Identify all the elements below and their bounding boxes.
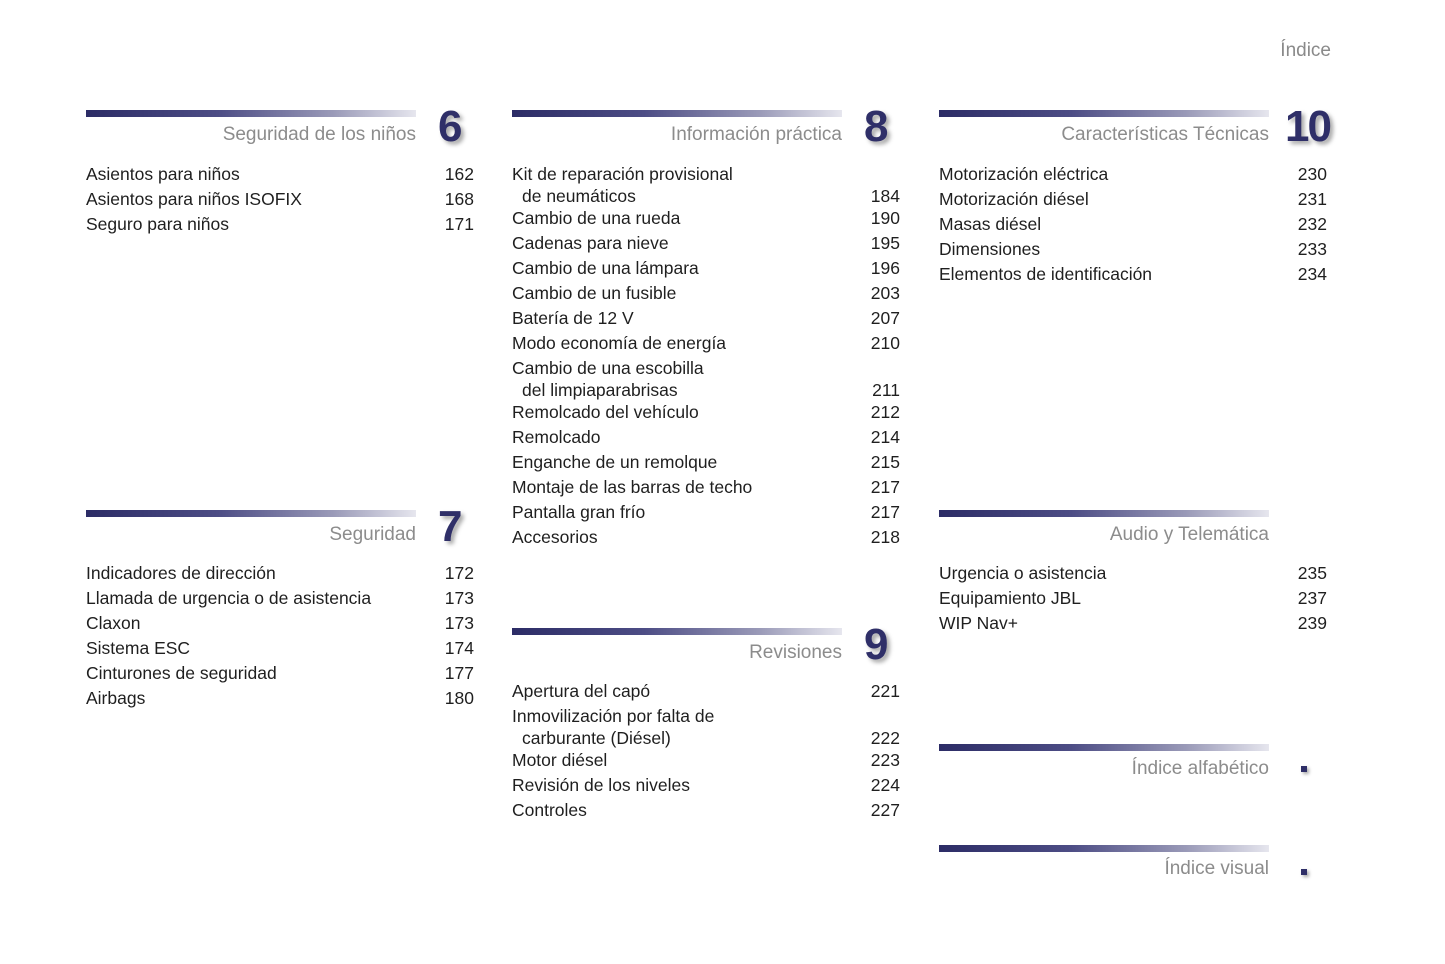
toc-entry[interactable]: [86, 661, 476, 686]
section-practical-info: [512, 102, 902, 547]
section-child-safety: [86, 102, 476, 234]
chapter-number[interactable]: 10: [1285, 102, 1330, 151]
section-bar: [939, 110, 1269, 117]
toc-entry-label: Controles: [512, 800, 587, 820]
toc-entry-page: 171: [444, 214, 474, 234]
toc-entry[interactable]: [512, 400, 902, 425]
toc-entry-page: 168: [444, 189, 474, 209]
toc-list: [86, 162, 476, 237]
chapter-number[interactable]: 7: [438, 502, 461, 551]
toc-entry[interactable]: [86, 162, 476, 187]
toc-entry-page: 218: [870, 527, 900, 547]
toc-entry-page: 210: [870, 333, 900, 353]
toc-entry-label: Seguro para niños: [86, 214, 230, 234]
toc-entry-label: Inmovilización por falta de: [512, 706, 715, 726]
toc-list: [512, 162, 902, 550]
section-maintenance: [512, 620, 902, 820]
toc-entry[interactable]: [512, 679, 902, 704]
toc-entry-page: 162: [444, 164, 474, 184]
toc-entry[interactable]: [512, 450, 902, 475]
toc-entry-label: Asientos para niños ISOFIX: [86, 189, 302, 209]
section-header: [86, 502, 476, 554]
toc-entry-page: 239: [1297, 613, 1327, 633]
toc-entry-label: Cambio de una rueda: [512, 208, 681, 228]
bullet-marker-icon: [1301, 766, 1307, 772]
section-header: [86, 102, 476, 154]
toc-entry[interactable]: [512, 306, 902, 331]
section-title[interactable]: Información práctica: [670, 124, 842, 145]
section-title[interactable]: Características Técnicas: [1061, 124, 1269, 145]
toc-list: [939, 561, 1329, 636]
toc-entry[interactable]: [512, 231, 902, 256]
toc-entry-label-continued: del limpiaparabrisas: [522, 380, 678, 400]
toc-entry[interactable]: [86, 561, 476, 586]
toc-entry[interactable]: [86, 686, 476, 711]
chapter-number[interactable]: 8: [864, 102, 887, 151]
toc-entry-page: 174: [444, 638, 474, 658]
section-header: [939, 510, 1329, 554]
toc-entry-page: 222: [870, 728, 900, 748]
toc-entry-label: Accesorios: [512, 527, 598, 547]
toc-entry[interactable]: [512, 206, 902, 231]
toc-entry-label: Airbags: [86, 688, 146, 708]
toc-entry-page: 233: [1297, 239, 1327, 259]
toc-entry[interactable]: [86, 187, 476, 212]
toc-entry-label: Cinturones de seguridad: [86, 663, 277, 683]
toc-entry-page: 215: [870, 452, 900, 472]
toc-entry-page: 217: [870, 477, 900, 497]
toc-entry[interactable]: [512, 425, 902, 450]
page-header-title: Índice: [1280, 40, 1331, 61]
toc-entry[interactable]: [512, 704, 902, 748]
section-bar: [86, 510, 416, 517]
toc-entry-label: Asientos para niños: [86, 164, 240, 184]
toc-entry-label: Urgencia o asistencia: [939, 563, 1107, 583]
toc-entry-page: 223: [870, 750, 900, 770]
section-safety: [86, 502, 476, 708]
chapter-number[interactable]: 6: [438, 102, 461, 151]
toc-entry[interactable]: [939, 262, 1329, 287]
section-bar: [512, 628, 842, 635]
section-title[interactable]: Índice alfabético: [1131, 758, 1269, 779]
section-bar: [86, 110, 416, 117]
toc-entry-label: Claxon: [86, 613, 141, 633]
toc-entry-label: Enganche de un remolque: [512, 452, 718, 472]
toc-entry-page: 237: [1297, 588, 1327, 608]
section-bar: [939, 510, 1269, 517]
toc-entry-label: Batería de 12 V: [512, 308, 634, 328]
section-title[interactable]: Índice visual: [1164, 858, 1269, 879]
toc-entry-page: 232: [1297, 214, 1327, 234]
section-title[interactable]: Audio y Telemática: [1109, 524, 1269, 545]
toc-entry-label: Cadenas para nieve: [512, 233, 669, 253]
toc-list: [86, 561, 476, 711]
toc-entry-label: Cambio de un fusible: [512, 283, 677, 303]
section-alphabetical-index[interactable]: [939, 744, 1329, 788]
toc-entry-label: Revisión de los niveles: [512, 775, 691, 795]
toc-entry-label: Indicadores de dirección: [86, 563, 276, 583]
toc-entry[interactable]: [512, 773, 902, 798]
toc-entry[interactable]: [939, 611, 1329, 636]
toc-entry-page: 214: [870, 427, 900, 447]
toc-entry-label: Apertura del capó: [512, 681, 651, 701]
toc-entry-label: WIP Nav+: [939, 613, 1018, 633]
section-header: [512, 620, 902, 672]
chapter-number[interactable]: 9: [864, 620, 887, 669]
toc-entry-label: Modo economía de energía: [512, 333, 727, 353]
toc-entry-label: Kit de reparación provisional: [512, 164, 733, 184]
toc-entry-label: Elementos de identificación: [939, 264, 1153, 284]
toc-entry-page: 177: [444, 663, 474, 683]
toc-entry[interactable]: [512, 256, 902, 281]
toc-entry-page: 173: [444, 588, 474, 608]
toc-entry[interactable]: [512, 356, 902, 400]
toc-entry-label: Motorización diésel: [939, 189, 1089, 209]
toc-entry-page: 196: [870, 258, 900, 278]
section-title[interactable]: Seguridad: [329, 524, 416, 545]
toc-entry[interactable]: [512, 475, 902, 500]
toc-entry-page: 212: [870, 402, 900, 422]
toc-entry[interactable]: [86, 636, 476, 661]
bullet-marker-icon: [1301, 869, 1307, 875]
toc-entry-label: Remolcado del vehículo: [512, 402, 699, 422]
toc-entry-label: Motor diésel: [512, 750, 608, 770]
section-bar: [939, 744, 1269, 751]
toc-entry[interactable]: [512, 162, 902, 206]
section-title[interactable]: Seguridad de los niños: [222, 124, 416, 145]
toc-entry[interactable]: [86, 611, 476, 636]
toc-entry-page: 230: [1297, 164, 1327, 184]
toc-entry-label-continued: de neumáticos: [522, 186, 636, 206]
toc-entry-page: 172: [444, 563, 474, 583]
toc-entry[interactable]: [512, 281, 902, 306]
toc-list: [512, 679, 902, 823]
toc-entry-page: 173: [444, 613, 474, 633]
toc-entry[interactable]: [512, 798, 902, 823]
toc-entry-label: Motorización eléctrica: [939, 164, 1109, 184]
toc-entry[interactable]: [939, 586, 1329, 611]
toc-entry[interactable]: [512, 748, 902, 773]
toc-entry-label: Cambio de una escobilla: [512, 358, 704, 378]
toc-entry[interactable]: [86, 212, 476, 237]
toc-entry-page: 207: [870, 308, 900, 328]
section-bar: [939, 845, 1269, 852]
toc-entry-label: Llamada de urgencia o de asistencia: [86, 588, 372, 608]
toc-entry-label: Cambio de una lámpara: [512, 258, 699, 278]
toc-entry-page: 190: [870, 208, 900, 228]
toc-entry-label-continued: carburante (Diésel): [522, 728, 671, 748]
toc-entry[interactable]: [939, 212, 1329, 237]
section-title[interactable]: Revisiones: [749, 642, 842, 663]
section-header: [939, 845, 1329, 889]
toc-entry-page: 180: [444, 688, 474, 708]
section-header: [512, 102, 902, 154]
toc-entry-label: Sistema ESC: [86, 638, 191, 658]
section-header: [939, 102, 1330, 154]
toc-entry-label: Pantalla gran frío: [512, 502, 646, 522]
toc-entry-page: 231: [1297, 189, 1327, 209]
section-audio-telematics: [939, 510, 1329, 633]
section-visual-index[interactable]: [939, 845, 1329, 889]
toc-entry[interactable]: [939, 561, 1329, 586]
toc-entry-label: Remolcado: [512, 427, 601, 447]
toc-entry-page: 235: [1297, 563, 1327, 583]
section-bar: [512, 110, 842, 117]
toc-entry-label: Masas diésel: [939, 214, 1042, 234]
section-technical-data: [939, 102, 1330, 284]
toc-entry-page: 211: [872, 380, 900, 400]
toc-list: [939, 162, 1329, 287]
toc-entry[interactable]: [512, 500, 902, 525]
toc-entry-page: 217: [870, 502, 900, 522]
toc-entry[interactable]: [512, 525, 902, 550]
toc-entry[interactable]: [939, 237, 1329, 262]
toc-entry-page: 195: [870, 233, 900, 253]
toc-entry-page: 224: [870, 775, 900, 795]
toc-entry-page: 234: [1297, 264, 1327, 284]
toc-entry-page: 184: [870, 186, 900, 206]
toc-entry-label: Equipamiento JBL: [939, 588, 1082, 608]
toc-entry-page: 221: [870, 681, 900, 701]
toc-entry[interactable]: [86, 586, 476, 611]
toc-entry-page: 203: [870, 283, 900, 303]
toc-entry-label: Montaje de las barras de techo: [512, 477, 753, 497]
toc-entry[interactable]: [939, 187, 1329, 212]
toc-entry-page: 227: [870, 800, 900, 820]
toc-entry[interactable]: [512, 331, 902, 356]
toc-entry[interactable]: [939, 162, 1329, 187]
section-header: [939, 744, 1329, 788]
toc-entry-label: Dimensiones: [939, 239, 1041, 259]
